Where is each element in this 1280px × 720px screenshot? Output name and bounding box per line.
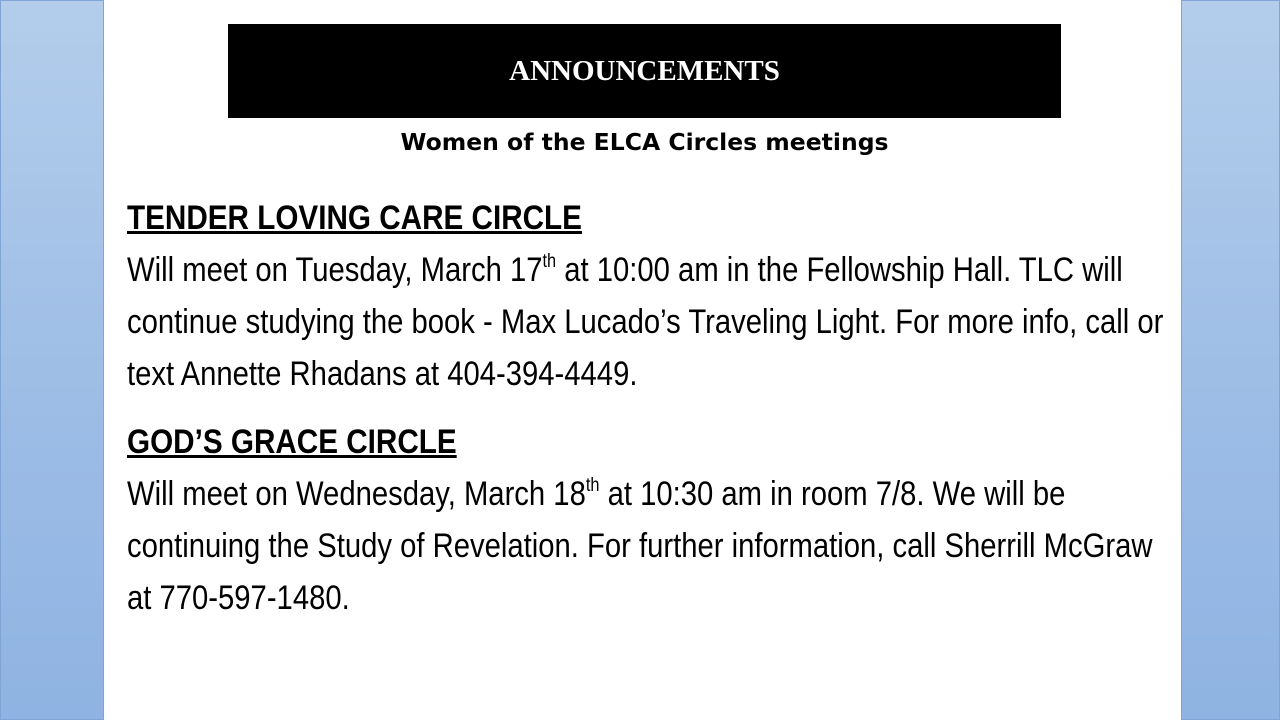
right-side-panel (1181, 0, 1280, 720)
banner-title: ANNOUNCEMENTS (509, 54, 780, 87)
announcements-banner (228, 24, 1061, 118)
tlc-circle-body (127, 244, 1176, 400)
tlc-circle-section (127, 192, 1176, 400)
gods-grace-circle-section (127, 416, 1176, 624)
tlc-circle-heading: TENDER LOVING CARE CIRCLE (127, 199, 582, 237)
left-side-panel (0, 0, 104, 720)
page-subtitle: Women of the ELCA Circles meetings (400, 128, 889, 156)
gods-grace-ordinal-suffix: th (585, 474, 600, 496)
tlc-body-rest: at 10:00 am in the Fellowship Hall. TLC will continue studying the book - Max Lucado’s Traveling Light. For more info, call or text Annette Rhadans at 404-394-4449. (127, 251, 1164, 393)
tlc-body-start: Will meet on Tuesday, March 17 (127, 251, 543, 289)
tlc-ordinal-suffix: th (542, 250, 557, 272)
gods-grace-body-rest: at 10:30 am in room 7/8. We will be continuing the Study of Revelation. For further information, call Sherrill McGraw at 770-597-1480. (127, 475, 1153, 617)
gods-grace-circle-body (127, 468, 1176, 624)
gods-grace-body-start: Will meet on Wednesday, March 18 (127, 475, 586, 513)
announcement-content (127, 192, 1175, 624)
gods-grace-circle-heading: GOD’S GRACE CIRCLE (127, 423, 457, 461)
